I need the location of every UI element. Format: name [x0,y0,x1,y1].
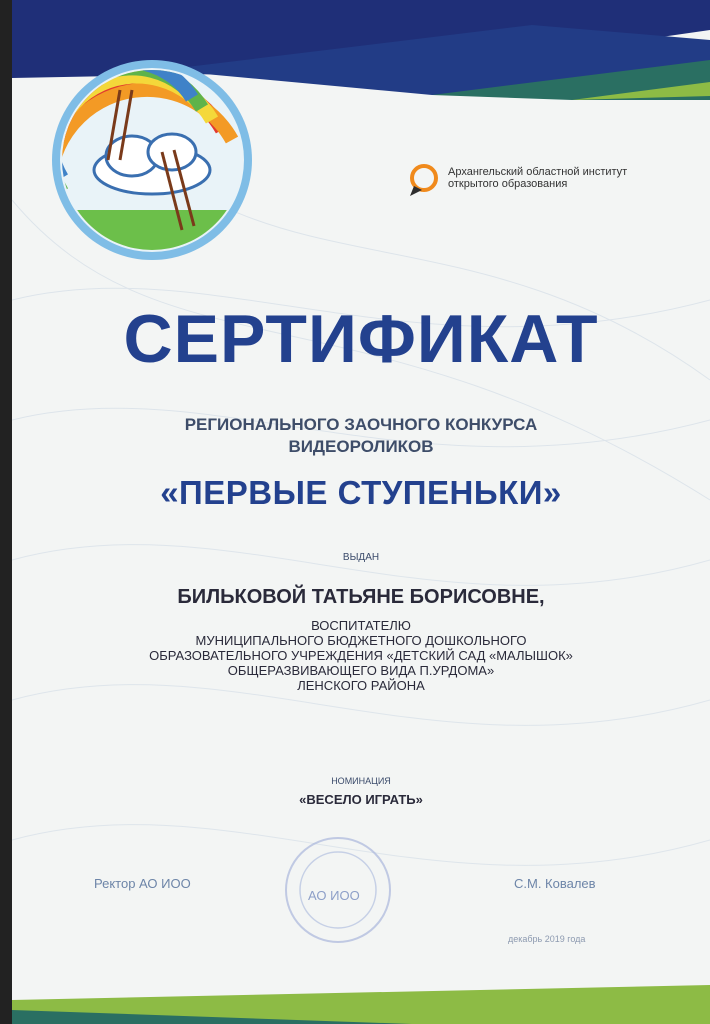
rainbow-logo [50,60,252,260]
contest-subtitle [12,414,710,458]
contest-subtitle-line2: ВИДЕОРОЛИКОВ [288,437,434,456]
contest-name: «ПЕРВЫЕ СТУПЕНЬКИ» [160,474,562,511]
contest-subtitle-line1: РЕГИОНАЛЬНОГО ЗАОЧНОГО КОНКУРСА [184,415,538,434]
role-line: МУНИЦИПАЛЬНОГО БЮДЖЕТНОГО ДОШКОЛЬНОГО [195,633,527,648]
nomination-label: НОМИНАЦИЯ [331,776,391,786]
institute-name [448,166,627,190]
issued-label: ВЫДАН [342,552,380,563]
certificate-paper [12,0,710,1024]
signature-right: С.М. Ковалев [514,876,596,891]
signature-left: Ректор АО ИОО [94,876,191,891]
recipient-name: БИЛЬКОВОЙ ТАТЬЯНЕ БОРИСОВНЕ, [177,586,545,608]
certificate-title: СЕРТИФИКАТ [123,301,599,377]
role-line: ОБРАЗОВАТЕЛЬНОГО УЧРЕЖДЕНИЯ «ДЕТСКИЙ САД «МАЛЫШОК» [149,648,573,663]
issue-date: декабрь 2019 года [508,934,586,944]
role-line: ВОСПИТАТЕЛЮ [311,618,411,633]
role-line: ЛЕНСКОГО РАЙОНА [297,678,425,693]
stamp-text: АО ИОО [308,888,360,903]
role-line: ОБЩЕРАЗВИВАЮЩЕГО ВИДА П.УРДОМА» [227,663,495,678]
institute-name-line1: Архангельский областной институт [448,166,628,178]
speech-bubble-icon [410,166,436,196]
background-pattern [12,0,710,1024]
nomination-value: «ВЕСЕЛО ИГРАТЬ» [299,792,423,807]
institute-name-line2: открытого образования [448,178,568,190]
recipient-role [12,618,710,693]
